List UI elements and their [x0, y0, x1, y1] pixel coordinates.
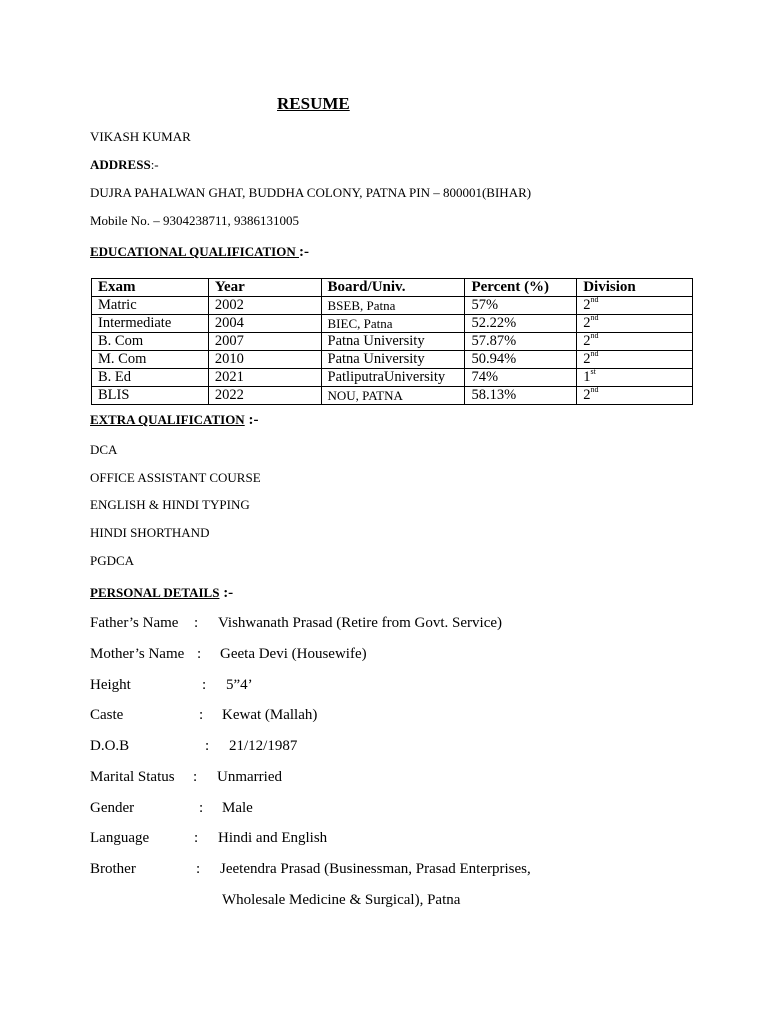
- address-text: DUJRA PAHALWAN GHAT, BUDDHA COLONY, PATNA PIN – 800001(BIHAR): [90, 185, 532, 200]
- personal-label: Father’s Name: [90, 615, 179, 631]
- personal-value: Geeta Devi (Housewife): [220, 646, 367, 662]
- personal-heading-suffix: :-: [219, 585, 234, 601]
- board-cell: BSEB, Patna: [321, 297, 465, 315]
- personal-value-continued: Wholesale Medicine & Surgical), Patna: [222, 892, 461, 908]
- year-cell: 2002: [208, 297, 321, 315]
- personal-label: D.O.B: [90, 738, 130, 754]
- board-cell: BIEC, Patna: [321, 315, 465, 333]
- personal-colon: :: [193, 769, 198, 785]
- year-cell: 2004: [208, 315, 321, 333]
- edu-heading-text: EDUCATIONAL QUALIFICATION: [90, 244, 299, 259]
- division-suffix: nd: [590, 313, 599, 323]
- personal-value: Unmarried: [217, 769, 282, 785]
- percent-cell: 74%: [465, 369, 577, 387]
- percent-cell: 57%: [465, 297, 577, 315]
- division-suffix: st: [590, 367, 596, 377]
- extra-heading-suffix: :-: [244, 412, 259, 428]
- personal-value: Hindi and English: [218, 830, 328, 846]
- percent-cell: 52.22%: [465, 315, 577, 333]
- division-value: 2: [583, 351, 591, 367]
- extra-item: DCA: [90, 442, 118, 457]
- personal-label: Caste: [90, 707, 124, 723]
- division-suffix: nd: [590, 295, 599, 305]
- division-suffix: nd: [590, 349, 599, 359]
- percent-cell: 50.94%: [465, 351, 577, 369]
- personal-value: Kewat (Mallah): [222, 707, 318, 723]
- column-header: Division: [577, 279, 693, 297]
- board-cell: NOU, PATNA: [321, 387, 465, 405]
- personal-colon: :: [194, 830, 199, 846]
- table-row: [92, 297, 693, 315]
- year-cell: 2021: [208, 369, 321, 387]
- division-value: 1: [583, 369, 591, 385]
- personal-colon: :: [199, 800, 204, 816]
- personal-label: Mother’s Name: [90, 646, 185, 662]
- exam-cell: Intermediate: [92, 315, 209, 333]
- division-value: 2: [583, 333, 591, 349]
- address-suffix: :-: [150, 157, 159, 172]
- personal-value: 5”4’: [226, 677, 253, 693]
- percent-cell: 57.87%: [465, 333, 577, 351]
- extra-item: ENGLISH & HINDI TYPING: [90, 497, 250, 512]
- extra-item: HINDI SHORTHAND: [90, 525, 210, 540]
- extra-item: PGDCA: [90, 553, 135, 568]
- board-cell: PatliputraUniversity: [321, 369, 465, 387]
- table-row: [92, 333, 693, 351]
- edu-heading-suffix: :-: [299, 244, 309, 260]
- exam-cell: BLIS: [92, 387, 209, 405]
- personal-label: Marital Status: [90, 769, 175, 785]
- personal-colon: :: [202, 677, 207, 693]
- year-cell: 2022: [208, 387, 321, 405]
- exam-cell: Matric: [92, 297, 209, 315]
- education-table: [91, 278, 693, 405]
- personal-colon: :: [205, 738, 210, 754]
- address-heading: [90, 157, 159, 173]
- personal-value: Male: [222, 800, 253, 816]
- personal-value: Vishwanath Prasad (Retire from Govt. Service): [218, 615, 503, 631]
- personal-value: 21/12/1987: [229, 738, 298, 754]
- personal-label: Gender: [90, 800, 135, 816]
- board-cell: Patna University: [321, 333, 465, 351]
- column-header: Exam: [92, 279, 209, 297]
- year-cell: 2010: [208, 351, 321, 369]
- column-header: Board/Univ.: [321, 279, 465, 297]
- exam-cell: M. Com: [92, 351, 209, 369]
- personal-colon: :: [196, 861, 201, 877]
- division-cell: [577, 387, 693, 405]
- personal-colon: :: [194, 615, 199, 631]
- personal-label: Language: [90, 830, 150, 846]
- table-row: [92, 369, 693, 387]
- percent-cell: 58.13%: [465, 387, 577, 405]
- table-row: [92, 387, 693, 405]
- candidate-name: VIKASH KUMAR: [90, 129, 191, 144]
- division-value: 2: [583, 387, 591, 403]
- division-suffix: nd: [590, 385, 599, 395]
- document-title: RESUME: [277, 94, 350, 113]
- personal-colon: :: [197, 646, 202, 662]
- division-value: 2: [583, 297, 591, 313]
- personal-colon: :: [199, 707, 204, 723]
- division-cell: [577, 333, 693, 351]
- extra-item: OFFICE ASSISTANT COURSE: [90, 470, 261, 485]
- exam-cell: B. Ed: [92, 369, 209, 387]
- year-cell: 2007: [208, 333, 321, 351]
- personal-value: Jeetendra Prasad (Businessman, Prasad Enterprises,: [220, 861, 531, 877]
- division-suffix: nd: [590, 331, 599, 341]
- column-header: Year: [208, 279, 321, 297]
- personal-heading-text: PERSONAL DETAILS: [90, 585, 220, 600]
- column-header: Percent (%): [465, 279, 577, 297]
- personal-heading: [90, 585, 233, 602]
- personal-label: Height: [90, 677, 131, 693]
- exam-cell: B. Com: [92, 333, 209, 351]
- table-row: [92, 315, 693, 333]
- address-label: ADDRESS: [90, 157, 151, 172]
- division-cell: [577, 297, 693, 315]
- division-cell: [577, 369, 693, 387]
- table-header-row: [92, 279, 693, 297]
- board-cell: Patna University: [321, 351, 465, 369]
- division-value: 2: [583, 315, 591, 331]
- personal-label: Brother: [90, 861, 136, 877]
- extra-heading: [90, 412, 258, 429]
- edu-heading: [90, 244, 309, 261]
- extra-heading-text: EXTRA QUALIFICATION: [90, 412, 245, 427]
- table-row: [92, 351, 693, 369]
- division-cell: [577, 351, 693, 369]
- mobile-number: Mobile No. – 9304238711, 9386131005: [90, 213, 299, 228]
- division-cell: [577, 315, 693, 333]
